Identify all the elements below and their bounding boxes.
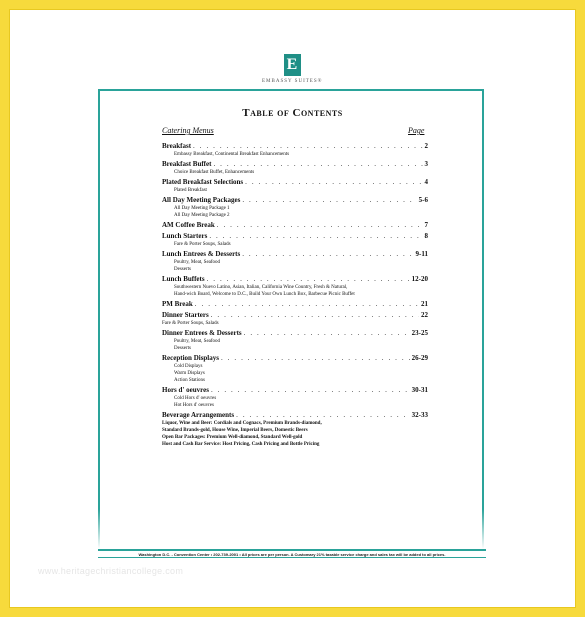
toc-entry [162, 232, 428, 248]
toc-subentry: Desserts [174, 267, 191, 272]
toc-entry [162, 386, 428, 409]
toc-entry [162, 311, 428, 327]
toc-entry-line [162, 386, 428, 395]
toc-entry-title: Breakfast Buffet [162, 160, 212, 168]
toc-subentry: Poultry, Meat, Seafood [174, 260, 221, 265]
toc-entry-line [162, 160, 428, 169]
toc-entry-title: Beverage Arrangements [162, 411, 235, 419]
toc-subentry: Cold Displays [174, 364, 203, 369]
toc-entry [162, 196, 428, 219]
toc-subentry: All Day Meeting Package 1 [174, 206, 230, 211]
footer-divider-bottom [98, 557, 486, 558]
toc-entry-line [162, 311, 428, 320]
toc-entry-line [162, 300, 428, 309]
toc-entry-page: 23-25 [411, 329, 428, 337]
dot-leader [221, 354, 410, 363]
toc-subentry: Open Bar Packages: Premium Well-diamond, Standard Well-gold [162, 435, 303, 440]
toc-entry-page: 21 [421, 300, 428, 308]
dot-leader [209, 232, 422, 241]
toc-subentry: Standard Brands-gold, House Wine, Imperial Beers, Domestic Beers [162, 428, 308, 433]
toc-entry [162, 300, 428, 309]
toc-subentry: Cold Hors d' oeuvres [174, 396, 217, 401]
toc-subentry: Southwestern Nuevo Latino, Asian, Italian, California Wine Country, Fresh & Natural, [174, 285, 348, 290]
dot-leader [195, 300, 419, 309]
toc-entry-title: Breakfast [162, 142, 192, 150]
toc-entry-line [162, 411, 428, 420]
toc-entry-page: 4 [424, 178, 428, 186]
dot-leader [211, 386, 410, 395]
dot-leader [242, 196, 416, 205]
toc-subentry: Fare & Porter Soups, Salads [162, 321, 219, 326]
toc-subentry: Choice Breakfast Buffet, Enhancements [174, 170, 255, 175]
toc-entry-page: 32-33 [411, 411, 428, 419]
toc-entry-line [162, 221, 428, 230]
toc-subentry: Action Stations [174, 378, 205, 383]
toc-entry-page: 30-31 [411, 386, 428, 394]
toc-entry-line [162, 142, 428, 151]
toc-entry-page: 5-6 [418, 196, 428, 204]
toc-entry-line [162, 250, 428, 259]
dot-leader [213, 160, 422, 169]
toc-entry [162, 178, 428, 194]
watermark-text: www.heritagechristiancollege.com [38, 566, 184, 576]
toc-entry-title: Plated Breakfast Selections [162, 178, 244, 186]
dot-leader [244, 329, 410, 338]
toc-entry-title: Dinner Starters [162, 311, 209, 319]
toc-subentry: Poultry, Meat, Seafood [174, 339, 221, 344]
logo-brand-text: EMBASSY SUITES® [262, 79, 323, 84]
toc-entry-title: Lunch Starters [162, 232, 208, 240]
toc-subentry: Warm Displays [174, 371, 205, 376]
dot-leader [207, 275, 410, 284]
toc-entry-page: 9-11 [415, 250, 428, 258]
dot-leader [236, 411, 410, 420]
footer-text: Washington D.C. - Convention Center • 202-739-2001 • All prices are per person. A Customary 21% taxable service charge and sales tax will be added to all prices. [138, 552, 446, 557]
toc-entry-title: Lunch Entrees & Desserts [162, 250, 241, 258]
toc-entry-page: 12-20 [411, 275, 428, 283]
dot-leader [193, 142, 422, 151]
toc-subentry: Hand-wich Board, Welcome to D.C., Build Your Own Lunch Box, Barbecue Picnic Buffet [174, 292, 355, 297]
logo-icon: E [284, 54, 301, 76]
toc-entry-line [162, 354, 428, 363]
toc-entry-page: 22 [421, 311, 428, 319]
dot-leader [245, 178, 422, 187]
toc-entry-line [162, 329, 428, 338]
column-header-page: Page [408, 126, 425, 135]
toc-subentry: Plated Breakfast [174, 188, 207, 193]
toc-entry-page: 8 [424, 232, 428, 240]
dot-leader [217, 221, 423, 230]
toc-entry-title: Dinner Entrees & Desserts [162, 329, 242, 337]
page-title: Table of Contents [242, 107, 343, 119]
toc-entry-page: 7 [424, 221, 428, 229]
toc-entry-page: 26-29 [411, 354, 428, 362]
toc-entry [162, 275, 428, 298]
footer-divider [98, 549, 486, 551]
toc-entry [162, 354, 428, 384]
toc-subentry: Desserts [174, 346, 191, 351]
toc-entry-page: 3 [424, 160, 428, 168]
table-of-contents [162, 142, 428, 450]
toc-entry-line [162, 232, 428, 241]
toc-entry [162, 142, 428, 158]
toc-subentry: Hot Hors d' oeuvres [174, 403, 214, 408]
embassy-suites-logo [262, 54, 322, 94]
toc-entry-title: Lunch Buffets [162, 275, 205, 283]
toc-entry [162, 160, 428, 176]
toc-subentry: Host and Cash Bar Service: Host Pricing, Cash Pricing and Bottle Pricing [162, 442, 320, 447]
dot-leader [242, 250, 413, 259]
toc-subentry: All Day Meeting Package 2 [174, 213, 230, 218]
toc-subentry: Liquor, Wine and Beer: Cordials and Cognacs, Premium Brands-diamond, [162, 421, 322, 426]
toc-entry-title: AM Coffee Break [162, 221, 215, 229]
toc-entry-title: All Day Meeting Packages [162, 196, 241, 204]
toc-entry-line [162, 178, 428, 187]
toc-entry-page: 2 [424, 142, 428, 150]
toc-entry [162, 329, 428, 352]
toc-subentry: Fare & Porter Soups, Salads [174, 242, 231, 247]
dot-leader [211, 311, 419, 320]
toc-entry-line [162, 196, 428, 205]
toc-entry-title: Hors d' oeuvres [162, 386, 209, 394]
toc-subentry: Embassy Breakfast, Continental Breakfast Enhancements [174, 152, 290, 157]
toc-entry-title: PM Break [162, 300, 193, 308]
toc-entry-line [162, 275, 428, 284]
toc-entry [162, 411, 428, 448]
toc-entry-title: Reception Displays [162, 354, 219, 362]
toc-entry [162, 221, 428, 230]
column-header-catering-menus: Catering Menus [162, 126, 214, 135]
toc-entry [162, 250, 428, 273]
